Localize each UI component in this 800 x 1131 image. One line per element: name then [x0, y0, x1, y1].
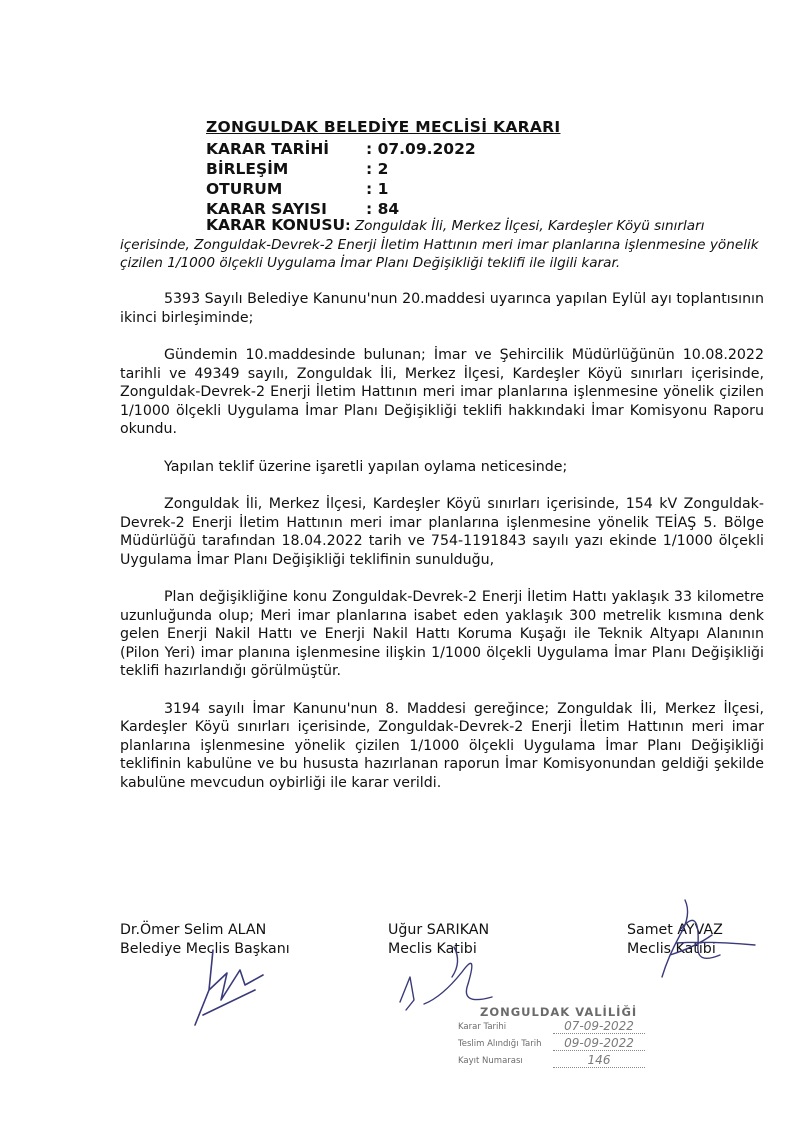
governorship-stamp: [458, 1005, 658, 1070]
signatory-name: Samet AYVAZ: [627, 922, 723, 938]
stamp-label: Teslim Alındığı Tarih: [458, 1039, 542, 1049]
stamp-value: 07-09-2022: [553, 1019, 645, 1034]
decision-body: [120, 290, 764, 811]
sitting-label: OTURUM: [206, 180, 283, 198]
handwritten-signature-president: [185, 945, 275, 1035]
decision-date-value: : 07.09.2022: [366, 140, 476, 158]
signatory-title: Meclis Katibi: [388, 941, 477, 957]
body-paragraph: Yapılan teklif üzerine işaretli yapılan oylama neticesinde;: [164, 458, 568, 475]
session-row: [206, 159, 766, 179]
stamp-value: 09-09-2022: [553, 1036, 645, 1051]
body-paragraph: 3194 sayılı İmar Kanunu'nun 8. Maddesi gereğince; Zonguldak İli, Merkez İlçesi, Kardeşler Köyü sınırları içerisinde, Zonguldak-Devrek-2 Enerji İletim Hattının meri imar planlarına işlenmesine yönelik çizilen 1/1000 ölçekli Uygulama İmar Planı Değişikliği teklifinin kabulüne ve bu hususta hazırlanan raporun İmar Komisyonundan geldiği şekilde kabulüne mevcudun oybirliği ile karar verildi.: [120, 700, 764, 791]
signatory-title: Meclis Katibi: [627, 941, 716, 957]
stamp-row-record-number: [458, 1053, 658, 1070]
stamp-value: 146: [553, 1053, 645, 1068]
stamp-title: ZONGULDAK VALİLİĞİ: [480, 1005, 638, 1019]
subject-separator: :: [345, 218, 351, 234]
signatory-name: Dr.Ömer Selim ALAN: [120, 922, 267, 938]
handwritten-signature-clerk-2: [640, 895, 760, 985]
decision-date-row: [206, 139, 766, 159]
sitting-row: [206, 179, 766, 199]
decision-header: [206, 118, 766, 219]
subject-label: KARAR KONUSU: [206, 216, 346, 234]
body-paragraph: Gündemin 10.maddesinde bulunan; İmar ve Şehircilik Müdürlüğünün 10.08.2022 tarihli ve 49349 sayılı, Zonguldak İli, Merkez İlçesi, Kardeşler Köyü sınırları içerisinde, Zonguldak-Devrek-2 Enerji İletim Hattının meri imar planlarına işlenmesine yönelik çizilen 1/1000 ölçekli Uygulama İmar Planı Değişikliği teklifi hakkındaki İmar Komisyonu Raporu okundu.: [120, 347, 764, 437]
session-value: : 2: [366, 160, 389, 178]
sitting-value: : 1: [366, 180, 389, 198]
stamp-label: Kayıt Numarası: [458, 1056, 523, 1066]
stamp-label: Karar Tarihi: [458, 1022, 507, 1032]
subject-text: Zonguldak İli, Merkez İlçesi, Kardeşler Köyü sınırları içerisinde, Zonguldak-Devrek-2 Enerji İletim Hattının meri imar planlarına işlenmesine yönelik çizilen 1/1000 ölçekli Uygulama İmar Planı Değişikliği teklifi ile ilgili karar.: [120, 218, 759, 271]
signatory-name: Uğur SARIKAN: [388, 922, 490, 938]
body-paragraph: 5393 Sayılı Belediye Kanunu'nun 20.maddesi uyarınca yapılan Eylül ayı toplantısının ikinci birleşiminde;: [120, 291, 764, 326]
session-label: BİRLEŞİM: [206, 160, 289, 178]
decision-number-label: KARAR SAYISI: [206, 200, 327, 218]
body-paragraph: Plan değişikliğine konu Zonguldak-Devrek-2 Enerji İletim Hattı yaklaşık 33 kilometre uzunluğunda olup; Meri imar planlarına isabet eden yaklaşık 300 metrelik kısmına denk gelen Enerji Nakil Hattı ve Enerji Nakil Hattı Koruma Kuşağı ile Teknik Altyapı Alanının (Pilon Yeri) imar planına işlenmesine ilişkin 1/1000 ölçekli Uygulama İmar Planı Değişikliği teklifi hazırlandığı görülmüştür.: [120, 589, 764, 679]
body-paragraph: Zonguldak İli, Merkez İlçesi, Kardeşler Köyü sınırları içerisinde, 154 kV Zonguldak-Devrek-2 Enerji İletim Hattının meri imar planlarına işlenmesine yönelik TEİAŞ 5. Bölge Müdürlüğü tarafından 18.04.2022 tarih ve 754-1191843 sayılı yazı ekinde 1/1000 ölçekli Uygulama İmar Planı Değişikliği teklifinin sunulduğu,: [120, 496, 764, 568]
decision-number-value: : 84: [366, 200, 400, 218]
decision-date-label: KARAR TARİHİ: [206, 140, 330, 158]
signatory-title: Belediye Meclis Başkanı: [120, 941, 290, 957]
stamp-row-decision-date: [458, 1019, 658, 1036]
document-title: ZONGULDAK BELEDİYE MECLİSİ KARARI: [206, 118, 561, 136]
decision-subject: [120, 216, 764, 273]
stamp-row-received-date: [458, 1036, 658, 1053]
